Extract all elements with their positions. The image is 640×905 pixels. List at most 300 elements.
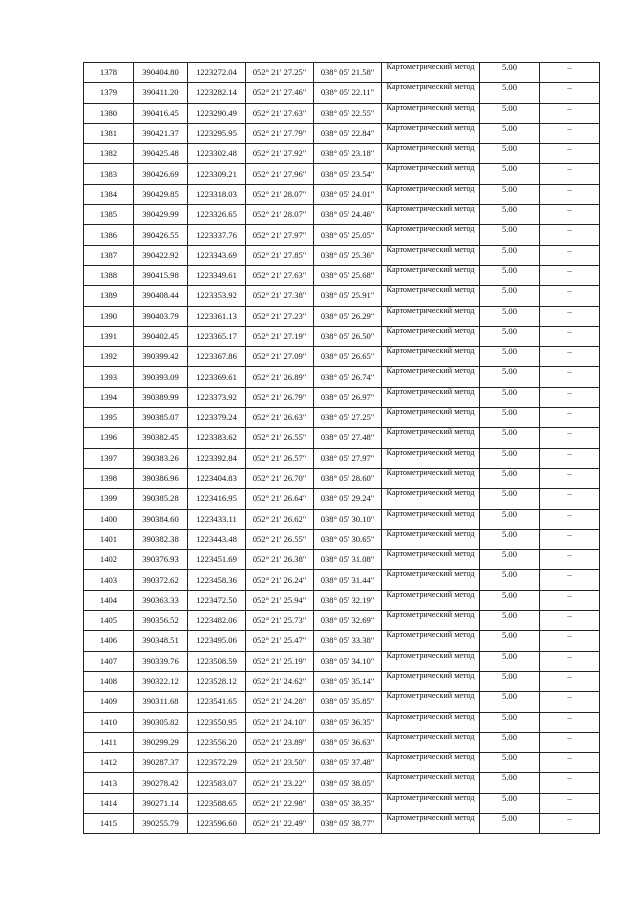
cell-note: – (540, 732, 600, 752)
cell-latitude: 052° 21' 25.47" (246, 631, 314, 651)
cell-method: Картометрический метод (382, 611, 480, 631)
cell-note: – (540, 509, 600, 529)
table-row (84, 692, 600, 712)
cell-method: Картометрический метод (382, 63, 480, 83)
table-row (84, 550, 600, 570)
cell-latitude: 052° 21' 26.64" (246, 489, 314, 509)
cell-coord-y: 1223318.03 (188, 184, 246, 204)
cell-method: Картометрический метод (382, 205, 480, 225)
cell-coord-y: 1223392.84 (188, 448, 246, 468)
cell-accuracy: 5.00 (480, 813, 540, 833)
cell-note: – (540, 63, 600, 83)
cell-method: Картометрический метод (382, 326, 480, 346)
cell-coord-x: 390271.14 (134, 793, 188, 813)
table-row (84, 509, 600, 529)
cell-coord-y: 1223528.12 (188, 671, 246, 691)
table-row (84, 408, 600, 428)
cell-method: Картометрический метод (382, 793, 480, 813)
cell-coord-x: 390363.33 (134, 590, 188, 610)
cell-longitude: 038° 05' 36.35" (314, 712, 382, 732)
cell-coord-x: 390255.79 (134, 813, 188, 833)
cell-method: Картометрический метод (382, 367, 480, 387)
cell-coord-x: 390421.37 (134, 123, 188, 143)
cell-accuracy: 5.00 (480, 205, 540, 225)
cell-accuracy: 5.00 (480, 712, 540, 732)
cell-method: Картометрический метод (382, 570, 480, 590)
cell-method: Картометрический метод (382, 732, 480, 752)
cell-coord-y: 1223451.69 (188, 550, 246, 570)
cell-coord-y: 1223361.13 (188, 306, 246, 326)
cell-longitude: 038° 05' 31.08" (314, 550, 382, 570)
cell-method: Картометрический метод (382, 468, 480, 488)
cell-point-number: 1386 (84, 225, 134, 245)
table-row (84, 570, 600, 590)
cell-latitude: 052° 21' 23.89" (246, 732, 314, 752)
cell-method: Картометрический метод (382, 813, 480, 833)
cell-note: – (540, 306, 600, 326)
cell-point-number: 1384 (84, 184, 134, 204)
cell-note: – (540, 408, 600, 428)
cell-coord-x: 390348.51 (134, 631, 188, 651)
cell-point-number: 1379 (84, 83, 134, 103)
cell-latitude: 052° 21' 26.24" (246, 570, 314, 590)
cell-accuracy: 5.00 (480, 671, 540, 691)
cell-latitude: 052° 21' 26.79" (246, 387, 314, 407)
cell-latitude: 052° 21' 27.97" (246, 225, 314, 245)
cell-latitude: 052° 21' 27.63" (246, 103, 314, 123)
cell-coord-x: 390393.09 (134, 367, 188, 387)
cell-coord-y: 1223550.95 (188, 712, 246, 732)
cell-latitude: 052° 21' 22.49" (246, 813, 314, 833)
cell-point-number: 1403 (84, 570, 134, 590)
cell-coord-y: 1223343.69 (188, 245, 246, 265)
cell-point-number: 1380 (84, 103, 134, 123)
cell-method: Картометрический метод (382, 529, 480, 549)
cell-coord-y: 1223349.61 (188, 265, 246, 285)
cell-coord-x: 390372.62 (134, 570, 188, 590)
cell-point-number: 1389 (84, 286, 134, 306)
cell-note: – (540, 83, 600, 103)
cell-longitude: 038° 05' 38.35" (314, 793, 382, 813)
cell-method: Картометрический метод (382, 347, 480, 367)
cell-latitude: 052° 21' 24.62" (246, 671, 314, 691)
cell-note: – (540, 793, 600, 813)
cell-coord-x: 390389.99 (134, 387, 188, 407)
cell-longitude: 038° 05' 31.44" (314, 570, 382, 590)
cell-note: – (540, 367, 600, 387)
cell-accuracy: 5.00 (480, 123, 540, 143)
table-row (84, 225, 600, 245)
cell-longitude: 038° 05' 22.55" (314, 103, 382, 123)
cell-latitude: 052° 21' 26.62" (246, 509, 314, 529)
table-row (84, 773, 600, 793)
cell-coord-y: 1223572.29 (188, 753, 246, 773)
cell-longitude: 038° 05' 23.54" (314, 164, 382, 184)
cell-coord-y: 1223458.36 (188, 570, 246, 590)
cell-note: – (540, 387, 600, 407)
cell-method: Картометрический метод (382, 164, 480, 184)
cell-method: Картометрический метод (382, 144, 480, 164)
cell-latitude: 052° 21' 23.50" (246, 753, 314, 773)
cell-coord-x: 390426.69 (134, 164, 188, 184)
cell-method: Картометрический метод (382, 306, 480, 326)
table-body (84, 63, 600, 834)
cell-note: – (540, 326, 600, 346)
cell-method: Картометрический метод (382, 408, 480, 428)
cell-latitude: 052° 21' 27.09" (246, 347, 314, 367)
cell-longitude: 038° 05' 35.85" (314, 692, 382, 712)
cell-accuracy: 5.00 (480, 489, 540, 509)
cell-coord-y: 1223508.59 (188, 651, 246, 671)
cell-note: – (540, 631, 600, 651)
cell-longitude: 038° 05' 26.50" (314, 326, 382, 346)
cell-coord-y: 1223290.49 (188, 103, 246, 123)
cell-note: – (540, 164, 600, 184)
cell-coord-y: 1223588.65 (188, 793, 246, 813)
cell-coord-x: 390287.37 (134, 753, 188, 773)
cell-longitude: 038° 05' 27.25" (314, 408, 382, 428)
cell-accuracy: 5.00 (480, 245, 540, 265)
cell-method: Картометрический метод (382, 123, 480, 143)
cell-note: – (540, 590, 600, 610)
cell-coord-x: 390426.55 (134, 225, 188, 245)
cell-point-number: 1378 (84, 63, 134, 83)
cell-latitude: 052° 21' 25.94" (246, 590, 314, 610)
cell-accuracy: 5.00 (480, 793, 540, 813)
cell-coord-y: 1223369.61 (188, 367, 246, 387)
cell-point-number: 1406 (84, 631, 134, 651)
cell-point-number: 1410 (84, 712, 134, 732)
cell-note: – (540, 570, 600, 590)
cell-method: Картометрический метод (382, 753, 480, 773)
cell-point-number: 1382 (84, 144, 134, 164)
cell-accuracy: 5.00 (480, 732, 540, 752)
cell-coord-y: 1223583.07 (188, 773, 246, 793)
cell-note: – (540, 428, 600, 448)
table-row (84, 753, 600, 773)
cell-coord-x: 390425.48 (134, 144, 188, 164)
cell-method: Картометрический метод (382, 489, 480, 509)
cell-coord-y: 1223556.20 (188, 732, 246, 752)
cell-longitude: 038° 05' 35.14" (314, 671, 382, 691)
cell-coord-x: 390422.92 (134, 245, 188, 265)
cell-method: Картометрический метод (382, 590, 480, 610)
cell-method: Картометрический метод (382, 509, 480, 529)
cell-accuracy: 5.00 (480, 631, 540, 651)
cell-latitude: 052° 21' 26.63" (246, 408, 314, 428)
cell-method: Картометрический метод (382, 651, 480, 671)
cell-longitude: 038° 05' 27.97" (314, 448, 382, 468)
cell-note: – (540, 692, 600, 712)
cell-method: Картометрический метод (382, 692, 480, 712)
cell-point-number: 1411 (84, 732, 134, 752)
table-row (84, 712, 600, 732)
table-row (84, 489, 600, 509)
cell-longitude: 038° 05' 34.10" (314, 651, 382, 671)
cell-coord-x: 390339.76 (134, 651, 188, 671)
cell-accuracy: 5.00 (480, 529, 540, 549)
cell-coord-y: 1223482.06 (188, 611, 246, 631)
cell-note: – (540, 651, 600, 671)
cell-note: – (540, 813, 600, 833)
cell-note: – (540, 611, 600, 631)
cell-note: – (540, 468, 600, 488)
cell-accuracy: 5.00 (480, 509, 540, 529)
table-row (84, 793, 600, 813)
cell-accuracy: 5.00 (480, 144, 540, 164)
table-row (84, 428, 600, 448)
cell-coord-y: 1223302.48 (188, 144, 246, 164)
cell-coord-x: 390385.07 (134, 408, 188, 428)
table-row (84, 590, 600, 610)
table-row (84, 184, 600, 204)
cell-method: Картометрический метод (382, 225, 480, 245)
cell-method: Картометрический метод (382, 631, 480, 651)
cell-accuracy: 5.00 (480, 164, 540, 184)
cell-longitude: 038° 05' 28.60" (314, 468, 382, 488)
cell-coord-y: 1223541.65 (188, 692, 246, 712)
cell-latitude: 052° 21' 27.46" (246, 83, 314, 103)
cell-method: Картометрический метод (382, 550, 480, 570)
cell-note: – (540, 225, 600, 245)
cell-method: Картометрический метод (382, 245, 480, 265)
cell-latitude: 052° 21' 26.70" (246, 468, 314, 488)
cell-longitude: 038° 05' 32.69" (314, 611, 382, 631)
cell-point-number: 1414 (84, 793, 134, 813)
cell-method: Картометрический метод (382, 184, 480, 204)
cell-latitude: 052° 21' 26.57" (246, 448, 314, 468)
cell-latitude: 052° 21' 22.98" (246, 793, 314, 813)
cell-point-number: 1401 (84, 529, 134, 549)
cell-coord-y: 1223472.50 (188, 590, 246, 610)
table-row (84, 306, 600, 326)
cell-point-number: 1412 (84, 753, 134, 773)
cell-latitude: 052° 21' 26.38" (246, 550, 314, 570)
cell-point-number: 1399 (84, 489, 134, 509)
cell-coord-y: 1223365.17 (188, 326, 246, 346)
cell-note: – (540, 448, 600, 468)
cell-method: Картометрический метод (382, 428, 480, 448)
cell-point-number: 1409 (84, 692, 134, 712)
table-row (84, 164, 600, 184)
cell-note: – (540, 712, 600, 732)
cell-latitude: 052° 21' 27.85" (246, 245, 314, 265)
cell-coord-x: 390408.44 (134, 286, 188, 306)
cell-accuracy: 5.00 (480, 611, 540, 631)
cell-point-number: 1398 (84, 468, 134, 488)
cell-note: – (540, 489, 600, 509)
cell-note: – (540, 245, 600, 265)
cell-longitude: 038° 05' 38.77" (314, 813, 382, 833)
cell-point-number: 1407 (84, 651, 134, 671)
cell-longitude: 038° 05' 26.29" (314, 306, 382, 326)
coordinates-table (83, 62, 600, 834)
cell-point-number: 1385 (84, 205, 134, 225)
cell-latitude: 052° 21' 25.73" (246, 611, 314, 631)
cell-point-number: 1415 (84, 813, 134, 833)
cell-coord-y: 1223282.14 (188, 83, 246, 103)
cell-latitude: 052° 21' 27.96" (246, 164, 314, 184)
cell-note: – (540, 671, 600, 691)
cell-latitude: 052° 21' 23.22" (246, 773, 314, 793)
cell-longitude: 038° 05' 27.48" (314, 428, 382, 448)
cell-coord-x: 390376.93 (134, 550, 188, 570)
cell-accuracy: 5.00 (480, 753, 540, 773)
cell-coord-x: 390416.45 (134, 103, 188, 123)
cell-coord-y: 1223379.24 (188, 408, 246, 428)
cell-longitude: 038° 05' 30.10" (314, 509, 382, 529)
cell-note: – (540, 286, 600, 306)
cell-note: – (540, 265, 600, 285)
cell-accuracy: 5.00 (480, 63, 540, 83)
table-row (84, 347, 600, 367)
cell-accuracy: 5.00 (480, 468, 540, 488)
table-row (84, 103, 600, 123)
cell-note: – (540, 184, 600, 204)
cell-coord-y: 1223337.76 (188, 225, 246, 245)
cell-point-number: 1387 (84, 245, 134, 265)
table-row (84, 245, 600, 265)
table-row (84, 265, 600, 285)
table-row (84, 651, 600, 671)
cell-point-number: 1404 (84, 590, 134, 610)
cell-longitude: 038° 05' 26.74" (314, 367, 382, 387)
cell-point-number: 1396 (84, 428, 134, 448)
cell-point-number: 1408 (84, 671, 134, 691)
cell-point-number: 1381 (84, 123, 134, 143)
cell-point-number: 1402 (84, 550, 134, 570)
cell-point-number: 1393 (84, 367, 134, 387)
cell-coord-x: 390311.68 (134, 692, 188, 712)
cell-accuracy: 5.00 (480, 83, 540, 103)
cell-point-number: 1394 (84, 387, 134, 407)
cell-coord-y: 1223373.92 (188, 387, 246, 407)
cell-longitude: 038° 05' 24.46" (314, 205, 382, 225)
cell-longitude: 038° 05' 22.11" (314, 83, 382, 103)
cell-latitude: 052° 21' 26.89" (246, 367, 314, 387)
cell-longitude: 038° 05' 26.65" (314, 347, 382, 367)
table-row (84, 448, 600, 468)
cell-coord-x: 390429.99 (134, 205, 188, 225)
cell-coord-x: 390322.12 (134, 671, 188, 691)
cell-longitude: 038° 05' 25.36" (314, 245, 382, 265)
cell-longitude: 038° 05' 23.18" (314, 144, 382, 164)
cell-coord-x: 390411.20 (134, 83, 188, 103)
cell-accuracy: 5.00 (480, 408, 540, 428)
cell-accuracy: 5.00 (480, 651, 540, 671)
cell-coord-x: 390402.45 (134, 326, 188, 346)
cell-latitude: 052° 21' 27.63" (246, 265, 314, 285)
cell-accuracy: 5.00 (480, 387, 540, 407)
cell-longitude: 038° 05' 29.24" (314, 489, 382, 509)
cell-method: Картометрический метод (382, 671, 480, 691)
cell-coord-x: 390356.52 (134, 611, 188, 631)
cell-coord-x: 390299.29 (134, 732, 188, 752)
cell-note: – (540, 123, 600, 143)
cell-accuracy: 5.00 (480, 265, 540, 285)
cell-longitude: 038° 05' 25.05" (314, 225, 382, 245)
cell-latitude: 052° 21' 26.55" (246, 529, 314, 549)
cell-accuracy: 5.00 (480, 286, 540, 306)
cell-coord-y: 1223353.92 (188, 286, 246, 306)
cell-latitude: 052° 21' 27.19" (246, 326, 314, 346)
cell-longitude: 038° 05' 33.38" (314, 631, 382, 651)
cell-longitude: 038° 05' 25.91" (314, 286, 382, 306)
cell-note: – (540, 550, 600, 570)
cell-coord-x: 390384.60 (134, 509, 188, 529)
cell-coord-x: 390404.80 (134, 63, 188, 83)
cell-latitude: 052° 21' 28.07" (246, 184, 314, 204)
cell-coord-y: 1223416.95 (188, 489, 246, 509)
cell-coord-y: 1223596.60 (188, 813, 246, 833)
cell-latitude: 052° 21' 24.28" (246, 692, 314, 712)
table-row (84, 123, 600, 143)
cell-note: – (540, 205, 600, 225)
cell-point-number: 1413 (84, 773, 134, 793)
cell-note: – (540, 144, 600, 164)
cell-coord-y: 1223495.06 (188, 631, 246, 651)
cell-point-number: 1395 (84, 408, 134, 428)
cell-note: – (540, 103, 600, 123)
cell-coord-y: 1223383.62 (188, 428, 246, 448)
cell-accuracy: 5.00 (480, 225, 540, 245)
cell-coord-y: 1223443.48 (188, 529, 246, 549)
cell-coord-x: 390382.45 (134, 428, 188, 448)
cell-accuracy: 5.00 (480, 448, 540, 468)
cell-point-number: 1390 (84, 306, 134, 326)
cell-point-number: 1400 (84, 509, 134, 529)
cell-coord-y: 1223404.83 (188, 468, 246, 488)
cell-coord-y: 1223272.04 (188, 63, 246, 83)
cell-accuracy: 5.00 (480, 692, 540, 712)
cell-point-number: 1391 (84, 326, 134, 346)
cell-longitude: 038° 05' 24.01" (314, 184, 382, 204)
cell-longitude: 038° 05' 38.05" (314, 773, 382, 793)
cell-latitude: 052° 21' 28.07" (246, 205, 314, 225)
table-row (84, 529, 600, 549)
cell-accuracy: 5.00 (480, 428, 540, 448)
cell-longitude: 038° 05' 30.65" (314, 529, 382, 549)
cell-longitude: 038° 05' 32.19" (314, 590, 382, 610)
table-row (84, 83, 600, 103)
cell-coord-y: 1223433.11 (188, 509, 246, 529)
cell-longitude: 038° 05' 26.97" (314, 387, 382, 407)
cell-latitude: 052° 21' 27.92" (246, 144, 314, 164)
table-row (84, 732, 600, 752)
cell-coord-x: 390386.96 (134, 468, 188, 488)
cell-point-number: 1397 (84, 448, 134, 468)
cell-coord-x: 390382.38 (134, 529, 188, 549)
cell-note: – (540, 529, 600, 549)
cell-latitude: 052° 21' 27.25" (246, 63, 314, 83)
cell-longitude: 038° 05' 22.84" (314, 123, 382, 143)
cell-latitude: 052° 21' 27.79" (246, 123, 314, 143)
table-row (84, 286, 600, 306)
cell-coord-y: 1223295.95 (188, 123, 246, 143)
cell-method: Картометрический метод (382, 448, 480, 468)
table-row (84, 611, 600, 631)
cell-longitude: 038° 05' 37.48" (314, 753, 382, 773)
cell-latitude: 052° 21' 27.23" (246, 306, 314, 326)
cell-method: Картометрический метод (382, 265, 480, 285)
cell-latitude: 052° 21' 25.19" (246, 651, 314, 671)
table-row (84, 205, 600, 225)
cell-point-number: 1392 (84, 347, 134, 367)
cell-coord-x: 390305.82 (134, 712, 188, 732)
table-row (84, 144, 600, 164)
cell-method: Картометрический метод (382, 103, 480, 123)
table-row (84, 367, 600, 387)
